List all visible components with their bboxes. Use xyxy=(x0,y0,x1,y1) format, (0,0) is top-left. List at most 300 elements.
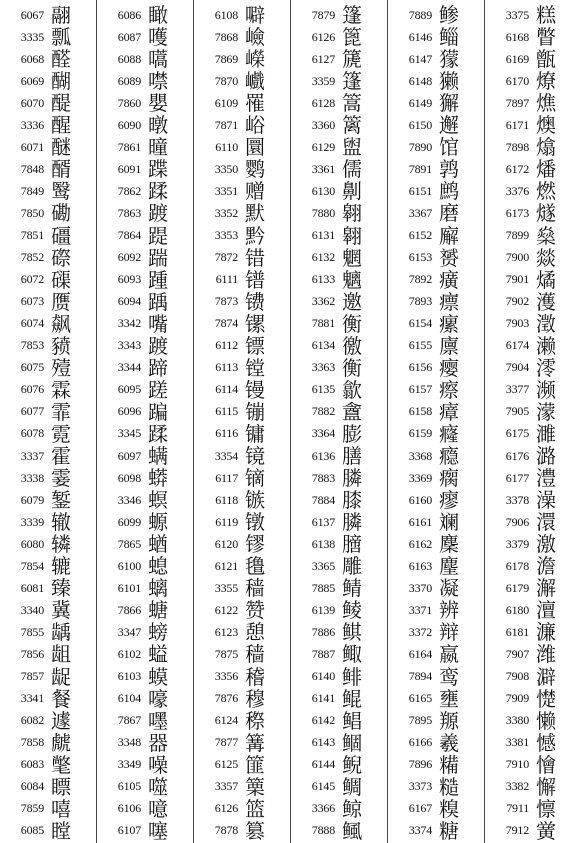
hanzi-character: 嶮 xyxy=(245,25,265,50)
code-number: 7894 xyxy=(408,669,432,683)
code-number: 7865 xyxy=(117,536,141,551)
code-number: 3339 xyxy=(20,514,44,529)
code-number: 3366 xyxy=(311,801,335,816)
code-number: 6151 xyxy=(408,183,432,198)
hanzi-character: 嘴 xyxy=(148,311,168,336)
code-number: 7849 xyxy=(20,183,44,198)
code-number: 6105 xyxy=(117,779,141,794)
code-number: 6077 xyxy=(20,404,44,419)
code-number: 3374 xyxy=(408,823,432,838)
hanzi-character: 醛 xyxy=(51,47,71,72)
code-number: 3378 xyxy=(505,492,529,507)
code-number: 7890 xyxy=(408,139,432,154)
hanzi-character: 篦 xyxy=(342,25,362,50)
hanzi-character: 嘻 xyxy=(51,796,71,821)
hanzi-character: 廪 xyxy=(439,333,459,358)
code-number: 6110 xyxy=(215,139,238,154)
code-number: 6172 xyxy=(505,161,529,176)
hanzi-character: 磜 xyxy=(51,245,71,270)
hanzi-character: 篷 xyxy=(342,69,362,94)
hanzi-character: 醚 xyxy=(51,135,71,160)
hanzi-character: 嚆 xyxy=(148,47,168,72)
hanzi-character: 膨 xyxy=(342,421,362,446)
code-number: 3380 xyxy=(505,713,529,728)
hanzi-character: 蹁 xyxy=(148,399,168,424)
code-number: 6087 xyxy=(117,29,141,44)
hanzi-character: 燔 xyxy=(536,157,556,182)
hanzi-character: 瘴 xyxy=(439,399,459,424)
code-number: 7883 xyxy=(311,470,335,485)
code-number: 6176 xyxy=(505,448,529,463)
code-number: 6174 xyxy=(505,338,529,353)
code-number: 6138 xyxy=(311,536,335,551)
code-number: 3371 xyxy=(408,602,432,617)
code-number: 6169 xyxy=(505,51,529,66)
code-number: 7899 xyxy=(505,228,529,242)
code-number: 6140 xyxy=(311,669,335,683)
code-number: 6157 xyxy=(408,382,432,397)
code-number: 3338 xyxy=(20,470,44,485)
code-number: 6120 xyxy=(214,536,238,551)
hanzi-character: 辘 xyxy=(51,554,71,579)
code-number: 6080 xyxy=(20,536,44,551)
hanzi-character: 濛 xyxy=(536,399,556,424)
hanzi-character: 蟆 xyxy=(148,664,168,689)
code-number: 3354 xyxy=(214,448,238,463)
code-number: 7893 xyxy=(408,294,432,309)
code-number: 6114 xyxy=(215,382,238,397)
hanzi-character: 翮 xyxy=(51,3,71,27)
code-number: 7904 xyxy=(505,360,529,375)
hanzi-character: 翱 xyxy=(342,201,362,226)
hanzi-character: 燃 xyxy=(536,179,556,204)
code-number: 7848 xyxy=(20,161,44,176)
hanzi-character: 篡 xyxy=(245,818,265,843)
code-number: 7861 xyxy=(117,139,141,154)
code-number: 7857 xyxy=(20,669,44,683)
hanzi-character: 盦 xyxy=(342,399,362,424)
code-number: 6131 xyxy=(311,228,335,242)
code-number: 7884 xyxy=(311,492,335,507)
hanzi-character: 镖 xyxy=(245,333,265,358)
hanzi-character: 鲹 xyxy=(439,3,459,27)
code-number: 6096 xyxy=(117,404,141,419)
hanzi-character: 篪 xyxy=(342,47,362,72)
code-number: 3337 xyxy=(20,448,44,463)
hanzi-character: 鲲 xyxy=(342,686,362,711)
hanzi-character: 错 xyxy=(245,245,265,270)
code-number: 6070 xyxy=(20,95,44,110)
hanzi-character: 穑 xyxy=(245,576,265,601)
hanzi-character: 壅 xyxy=(439,686,459,711)
hanzi-character: 瞥 xyxy=(536,25,556,50)
hanzi-character: 瘾 xyxy=(439,444,459,468)
code-number: 6098 xyxy=(117,470,141,485)
code-number: 7892 xyxy=(408,272,432,287)
code-number: 6128 xyxy=(311,95,335,110)
hanzi-character: 澴 xyxy=(536,510,556,535)
hanzi-character: 虤 xyxy=(51,730,71,755)
code-number: 6146 xyxy=(408,29,432,44)
code-number: 6135 xyxy=(311,382,335,397)
table-row xyxy=(97,818,193,843)
hanzi-character: 熻 xyxy=(536,135,556,160)
table-row xyxy=(194,818,290,843)
hanzi-character: 镨 xyxy=(245,267,265,292)
code-number: 6134 xyxy=(311,338,335,353)
code-number: 6076 xyxy=(20,382,44,397)
code-number: 6074 xyxy=(20,316,44,331)
hanzi-character: 懔 xyxy=(536,796,556,821)
code-number: 7897 xyxy=(505,95,529,110)
hanzi-character: 鲯 xyxy=(342,620,362,645)
hanzi-character: 赞 xyxy=(245,598,265,623)
hanzi-character: 膦 xyxy=(342,466,362,491)
hanzi-character: 燠 xyxy=(536,113,556,138)
hanzi-character: 镘 xyxy=(245,377,265,402)
hanzi-character: 龃 xyxy=(51,642,71,667)
code-number: 7854 xyxy=(20,558,44,573)
hanzi-character: 翱 xyxy=(342,223,362,248)
code-number: 7912 xyxy=(505,823,529,838)
table-row xyxy=(291,818,387,843)
hanzi-character: 醐 xyxy=(51,69,71,94)
code-number: 3360 xyxy=(311,117,335,132)
hanzi-character: 噬 xyxy=(148,774,168,799)
hanzi-character: 辚 xyxy=(51,532,71,557)
code-number: 7868 xyxy=(214,29,238,44)
code-number: 3356 xyxy=(214,669,238,683)
table-column xyxy=(387,0,484,843)
code-number: 7906 xyxy=(505,514,529,529)
hanzi-character: 澪 xyxy=(536,355,556,380)
hanzi-character: 豮 xyxy=(51,333,71,358)
hanzi-character: 斓 xyxy=(439,510,459,535)
hanzi-character: 廨 xyxy=(439,223,459,248)
hanzi-character: 膳 xyxy=(342,444,362,468)
hanzi-character: 稽 xyxy=(245,664,265,689)
hanzi-character: 盥 xyxy=(342,135,362,160)
hanzi-character: 镛 xyxy=(245,421,265,446)
hanzi-character: 镦 xyxy=(245,510,265,535)
code-number: 7902 xyxy=(505,294,529,309)
code-number: 3349 xyxy=(117,757,141,772)
hanzi-character: 霏 xyxy=(51,399,71,424)
hanzi-character: 螨 xyxy=(148,444,168,468)
code-number: 6155 xyxy=(408,338,432,353)
hanzi-character: 篱 xyxy=(342,113,362,138)
hanzi-character: 醍 xyxy=(51,91,71,116)
code-number: 6100 xyxy=(117,558,141,573)
code-number: 6171 xyxy=(505,117,529,132)
code-number: 6104 xyxy=(117,691,141,706)
hanzi-character: 澧 xyxy=(536,466,556,491)
hanzi-character: 鲸 xyxy=(342,796,362,821)
code-number: 6068 xyxy=(20,51,44,66)
hanzi-character: 瘭 xyxy=(439,289,459,314)
code-number: 6086 xyxy=(117,7,141,22)
code-number: 3365 xyxy=(311,558,335,573)
hanzi-character: 鲭 xyxy=(342,576,362,601)
hanzi-character: 鲴 xyxy=(342,730,362,755)
code-number: 7891 xyxy=(408,161,432,176)
hanzi-character: 瘳 xyxy=(439,488,459,513)
code-number: 3351 xyxy=(214,183,238,198)
code-number: 6107 xyxy=(117,823,141,838)
code-number: 6075 xyxy=(20,360,44,375)
hanzi-character: 澥 xyxy=(536,576,556,601)
hanzi-character: 鲺 xyxy=(342,818,362,843)
hanzi-character: 懈 xyxy=(536,774,556,799)
hanzi-character: 霖 xyxy=(51,377,71,402)
table-row xyxy=(485,818,568,843)
hanzi-character: 癀 xyxy=(439,267,459,292)
hanzi-character: 澹 xyxy=(536,554,556,579)
code-number: 6106 xyxy=(117,801,141,816)
hanzi-character: 甑 xyxy=(536,47,556,72)
hanzi-character: 燧 xyxy=(536,201,556,226)
code-number: 7876 xyxy=(214,691,238,706)
hanzi-character: 篝 xyxy=(245,730,265,755)
code-number: 3341 xyxy=(20,691,44,706)
hanzi-character: 濒 xyxy=(536,377,556,402)
hanzi-character: 噪 xyxy=(148,752,168,777)
code-number: 6112 xyxy=(215,338,238,353)
code-number: 6137 xyxy=(311,514,335,529)
hanzi-character: 暾 xyxy=(148,113,168,138)
hanzi-character: 礓 xyxy=(51,223,71,248)
hanzi-character: 默 xyxy=(245,201,265,226)
code-number: 6113 xyxy=(215,360,238,375)
code-number: 6073 xyxy=(20,294,44,309)
hanzi-character: 獭 xyxy=(439,69,459,94)
hanzi-character: 蹀 xyxy=(148,157,168,182)
hanzi-character: 镞 xyxy=(245,488,265,513)
code-number: 6126 xyxy=(311,29,335,44)
code-number: 7866 xyxy=(117,602,141,617)
hanzi-character: 磡 xyxy=(51,201,71,226)
hanzi-character: 黉 xyxy=(536,818,556,843)
hanzi-character: 瘰 xyxy=(439,311,459,336)
hanzi-character: 穄 xyxy=(245,708,265,733)
hanzi-character: 鲮 xyxy=(342,598,362,623)
code-number: 6118 xyxy=(215,492,238,507)
code-number: 7879 xyxy=(311,7,335,22)
code-number: 3342 xyxy=(117,316,141,331)
code-number: 6099 xyxy=(117,514,141,529)
hanzi-character: 峪 xyxy=(245,113,265,138)
hanzi-character: 嚎 xyxy=(148,686,168,711)
hanzi-character: 燊 xyxy=(536,223,556,248)
code-number: 3381 xyxy=(505,735,529,750)
code-number: 6148 xyxy=(408,73,432,88)
hanzi-character: 殪 xyxy=(51,355,71,380)
hanzi-character: 醒 xyxy=(51,113,71,138)
code-number: 7855 xyxy=(20,624,44,639)
code-number: 6150 xyxy=(408,117,432,132)
hanzi-character: 餐 xyxy=(51,686,71,711)
code-number: 6154 xyxy=(408,316,432,331)
code-number: 6145 xyxy=(311,779,335,794)
code-number: 7885 xyxy=(311,580,335,595)
code-number: 6129 xyxy=(311,139,335,154)
code-number: 3376 xyxy=(505,183,529,198)
code-number: 6126 xyxy=(214,801,238,816)
table-column xyxy=(0,0,96,843)
hanzi-character: 篥 xyxy=(245,774,265,799)
hanzi-character: 霍 xyxy=(51,444,71,468)
hanzi-character: 遽 xyxy=(51,708,71,733)
code-number: 6180 xyxy=(505,602,529,617)
hanzi-character: 罹 xyxy=(245,91,265,116)
code-number: 6121 xyxy=(214,558,238,573)
hanzi-character: 濉 xyxy=(536,421,556,446)
code-number: 6067 xyxy=(20,7,44,22)
code-number: 3352 xyxy=(214,205,238,220)
code-number: 3367 xyxy=(408,205,432,220)
code-number: 6116 xyxy=(215,426,238,441)
table-column xyxy=(484,0,568,843)
hanzi-character: 劓 xyxy=(342,179,362,204)
hanzi-character: 磲 xyxy=(51,267,71,292)
code-number: 6177 xyxy=(505,470,529,485)
hanzi-character: 蹂 xyxy=(148,179,168,204)
code-number: 6163 xyxy=(408,558,432,573)
code-number: 6178 xyxy=(505,558,529,573)
hanzi-character: 篮 xyxy=(245,796,265,821)
code-number: 3375 xyxy=(505,7,529,22)
code-number: 6122 xyxy=(214,602,238,617)
hanzi-character: 赠 xyxy=(245,179,265,204)
hanzi-character: 膪 xyxy=(342,532,362,557)
hanzi-character: 雕 xyxy=(342,554,362,579)
code-number: 7889 xyxy=(408,7,432,22)
hanzi-character: 糗 xyxy=(439,796,459,821)
code-number: 7852 xyxy=(20,250,44,265)
code-number: 6094 xyxy=(117,294,141,309)
hanzi-character: 巇 xyxy=(245,69,265,94)
code-number: 3382 xyxy=(505,779,529,794)
code-number: 6103 xyxy=(117,669,141,683)
hanzi-character: 濂 xyxy=(536,620,556,645)
hanzi-character: 鹧 xyxy=(439,179,459,204)
hanzi-character: 濩 xyxy=(536,289,556,314)
hanzi-character: 臻 xyxy=(51,576,71,601)
code-number: 7895 xyxy=(408,713,432,728)
code-number: 6125 xyxy=(214,757,238,772)
hanzi-character: 噤 xyxy=(148,69,168,94)
code-number: 6152 xyxy=(408,228,432,242)
code-number: 6069 xyxy=(20,73,44,88)
hanzi-character: 鸾 xyxy=(439,664,459,689)
code-number: 6149 xyxy=(408,95,432,110)
code-number: 6162 xyxy=(408,536,432,551)
hanzi-character: 儒 xyxy=(342,157,362,182)
hanzi-character: 踱 xyxy=(148,333,168,358)
hanzi-character: 镜 xyxy=(245,444,265,468)
hanzi-character: 衡 xyxy=(342,311,362,336)
hanzi-character: 嬰 xyxy=(148,91,168,116)
code-number: 3346 xyxy=(117,492,141,507)
code-number: 7877 xyxy=(214,735,238,750)
code-number: 3350 xyxy=(214,161,238,176)
hanzi-character: 魍 xyxy=(342,245,362,270)
hanzi-character: 燎 xyxy=(536,69,556,94)
hanzi-character: 赝 xyxy=(51,289,71,314)
hanzi-character: 辩 xyxy=(439,620,459,645)
hanzi-character: 憷 xyxy=(536,686,556,711)
code-number: 7881 xyxy=(311,316,335,331)
code-number: 7910 xyxy=(505,757,529,772)
code-number: 6111 xyxy=(215,272,238,287)
hanzi-character: 瘿 xyxy=(439,355,459,380)
code-number: 3355 xyxy=(214,580,238,595)
code-number: 6093 xyxy=(117,272,141,287)
hanzi-character: 龋 xyxy=(51,620,71,645)
hanzi-character: 霓 xyxy=(51,421,71,446)
hanzi-character: 螟 xyxy=(148,488,168,513)
hanzi-character: 糙 xyxy=(439,774,459,799)
hanzi-character: 飙 xyxy=(51,311,71,336)
hanzi-character: 嬴 xyxy=(439,642,459,667)
hanzi-character: 凝 xyxy=(439,576,459,601)
hanzi-character: 糕 xyxy=(536,3,556,27)
table-column xyxy=(290,0,387,843)
hanzi-character: 螃 xyxy=(148,620,168,645)
code-number: 6168 xyxy=(505,29,529,44)
hanzi-character: 膝 xyxy=(342,488,362,513)
hanzi-character: 篚 xyxy=(245,752,265,777)
hanzi-character: 澼 xyxy=(536,664,556,689)
code-number: 3363 xyxy=(311,360,335,375)
hanzi-character: 嚜 xyxy=(148,708,168,733)
code-number: 7858 xyxy=(20,735,44,750)
code-number: 6085 xyxy=(20,823,44,838)
hanzi-character: 邀 xyxy=(342,289,362,314)
hanzi-character: 潞 xyxy=(536,444,556,468)
hanzi-character: 澶 xyxy=(536,598,556,623)
code-number: 7909 xyxy=(505,691,529,706)
code-number: 6119 xyxy=(215,514,238,529)
hanzi-character: 懒 xyxy=(536,708,556,733)
hanzi-character: 螠 xyxy=(148,642,168,667)
hanzi-character: 踽 xyxy=(148,289,168,314)
code-number: 7903 xyxy=(505,316,529,331)
hanzi-character: 膦 xyxy=(342,510,362,535)
code-number: 6181 xyxy=(505,624,529,639)
code-number: 6117 xyxy=(215,470,238,485)
code-number: 6160 xyxy=(408,492,432,507)
hanzi-character: 曈 xyxy=(148,135,168,160)
code-number: 6141 xyxy=(311,691,335,706)
hanzi-character: 鲳 xyxy=(342,708,362,733)
hanzi-character: 鲵 xyxy=(342,752,362,777)
code-number: 7911 xyxy=(506,801,529,816)
code-number: 7908 xyxy=(505,669,529,683)
hanzi-character: 器 xyxy=(148,730,168,755)
code-number: 7873 xyxy=(214,294,238,309)
code-number: 6091 xyxy=(117,161,141,176)
code-number: 7888 xyxy=(311,823,335,838)
hanzi-character: 蝤 xyxy=(148,532,168,557)
code-number: 6102 xyxy=(117,646,141,661)
code-number: 6101 xyxy=(117,580,141,595)
code-number: 3369 xyxy=(408,470,432,485)
code-number: 6133 xyxy=(311,272,335,287)
hanzi-character: 糒 xyxy=(439,752,459,777)
hanzi-character: 蹉 xyxy=(148,377,168,402)
code-number: 3335 xyxy=(20,29,44,44)
